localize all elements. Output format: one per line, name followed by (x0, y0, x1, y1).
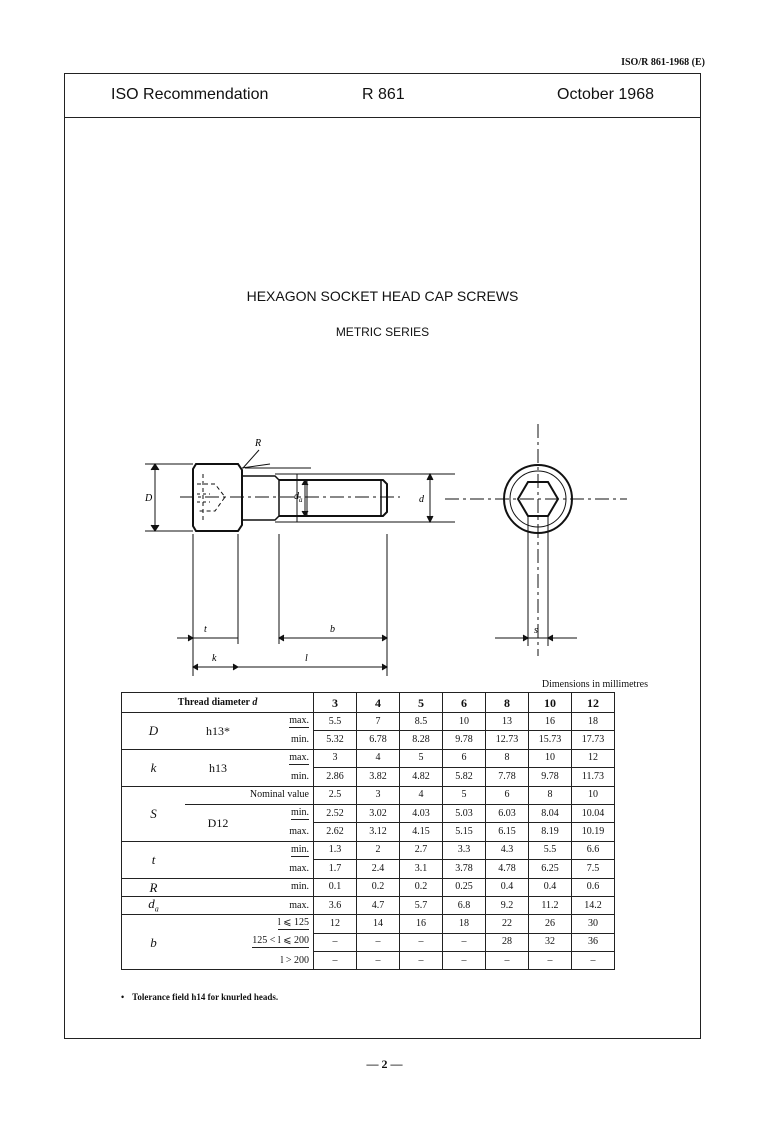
document-reference: ISO/R 861-1968 (E) (621, 57, 705, 68)
table-row (122, 804, 615, 822)
table-cell: 4 (357, 749, 400, 767)
limit-label: 125 < l ⩽ 200 (185, 933, 314, 951)
table-cell: 7.78 (486, 768, 529, 786)
table-cell: 2.52 (314, 804, 357, 822)
size-cell: 10 (529, 693, 572, 713)
table-cell: 11.73 (572, 768, 615, 786)
page-subtitle: METRIC SERIES (335, 325, 430, 339)
label-l: l (305, 653, 308, 664)
table-cell: 9.2 (486, 896, 529, 914)
table-cell: 28 (486, 933, 529, 951)
symbol-D: D (122, 713, 186, 750)
tolerance-da (185, 896, 251, 914)
table-cell: 10 (529, 749, 572, 767)
table-cell: 5.82 (443, 768, 486, 786)
header-bar (65, 74, 700, 118)
table-cell: – (400, 933, 443, 951)
symbol-k: k (122, 749, 186, 786)
table-cell: 3.1 (400, 860, 443, 878)
table-cell: 0.4 (486, 878, 529, 896)
table-cell: 2.4 (357, 860, 400, 878)
table-cell: 5.5 (529, 841, 572, 859)
table-cell: 0.2 (357, 878, 400, 896)
table-cell: 6 (486, 786, 529, 804)
table-cell: 11.2 (529, 896, 572, 914)
table-cell: – (314, 952, 357, 970)
label-R: R (255, 438, 262, 449)
limit-label: max. (251, 860, 314, 878)
table-row (122, 933, 615, 951)
table-cell: 2.7 (400, 841, 443, 859)
table-cell: 6.78 (357, 731, 400, 749)
table-cell: 12 (314, 915, 357, 933)
symbol-t: t (122, 841, 186, 878)
table-cell: 8.5 (400, 713, 443, 731)
table-cell: 6.03 (486, 804, 529, 822)
table-header-row (122, 693, 615, 713)
table-cell: 10.04 (572, 804, 615, 822)
dimensions-table (121, 692, 615, 970)
table-cell: 4.7 (357, 896, 400, 914)
tolerance-S: D12 (185, 804, 251, 841)
table-cell: 2.62 (314, 823, 357, 841)
tolerance-t (185, 841, 251, 878)
table-cell: 5 (400, 749, 443, 767)
table-cell: – (572, 952, 615, 970)
tolerance-R (185, 878, 251, 896)
table-cell: – (357, 952, 400, 970)
nominal-label: Nominal value (185, 786, 314, 804)
table-cell: 32 (529, 933, 572, 951)
table-cell: 3 (357, 786, 400, 804)
table-cell: 12.73 (486, 731, 529, 749)
thread-diameter-header: Thread diameter d (122, 693, 314, 713)
screw-drawing (65, 424, 702, 684)
header-left: ISO Recommendation (111, 86, 269, 103)
table-cell: 8 (486, 749, 529, 767)
table-cell: 3.02 (357, 804, 400, 822)
tolerance-D: h13* (185, 713, 251, 750)
table-cell: – (486, 952, 529, 970)
table-cell: 2.86 (314, 768, 357, 786)
table-cell: 6.25 (529, 860, 572, 878)
table-cell: 5.7 (400, 896, 443, 914)
size-cell: 5 (400, 693, 443, 713)
size-cell: 4 (357, 693, 400, 713)
table-cell: 3.82 (357, 768, 400, 786)
table-cell: 0.1 (314, 878, 357, 896)
table-cell: 5.15 (443, 823, 486, 841)
symbol-R: R (122, 878, 186, 896)
header-number: R 861 (362, 86, 405, 103)
table-cell: 30 (572, 915, 615, 933)
table-row (122, 841, 615, 859)
units-note: Dimensions in millimetres (541, 679, 648, 690)
table-cell: 18 (443, 915, 486, 933)
table-cell: 5.5 (314, 713, 357, 731)
table-cell: 0.4 (529, 878, 572, 896)
screw-shank (242, 476, 279, 520)
limit-label: max. (251, 713, 314, 731)
table-row (122, 952, 615, 970)
table-cell: 6.6 (572, 841, 615, 859)
page-frame (64, 73, 701, 1039)
table-cell: 7 (357, 713, 400, 731)
table-cell: 2.5 (314, 786, 357, 804)
footnote-bullet: • (121, 992, 125, 1002)
table-cell: 8.28 (400, 731, 443, 749)
label-s: s (534, 625, 538, 636)
table-cell: 0.25 (443, 878, 486, 896)
table-cell: 3.78 (443, 860, 486, 878)
table-cell: 12 (572, 749, 615, 767)
table-cell: 3 (314, 749, 357, 767)
table-cell: 6.15 (486, 823, 529, 841)
limit-label: min. (251, 804, 314, 822)
limit-label: l > 200 (185, 952, 314, 970)
limit-label: min. (251, 841, 314, 859)
label-t: t (204, 624, 207, 635)
size-cell: 8 (486, 693, 529, 713)
table-row (122, 915, 615, 933)
symbol-da: $d_a$ (122, 896, 186, 914)
table-cell: 6 (443, 749, 486, 767)
table-cell: 4.15 (400, 823, 443, 841)
table-cell: 3.3 (443, 841, 486, 859)
table-cell: 7.5 (572, 860, 615, 878)
size-cell: 6 (443, 693, 486, 713)
table-cell: 5.32 (314, 731, 357, 749)
table-cell: – (357, 933, 400, 951)
table-cell: 4.03 (400, 804, 443, 822)
table-cell: – (400, 952, 443, 970)
limit-label: max. (251, 749, 314, 767)
limit-label: min. (251, 878, 314, 896)
table-cell: 14 (357, 915, 400, 933)
table-cell: – (314, 933, 357, 951)
footnote-text: Tolerance field h14 for knurled heads. (132, 992, 279, 1002)
table-row (122, 749, 615, 767)
table-cell: 8.04 (529, 804, 572, 822)
page-number: — 2 — (366, 1057, 403, 1071)
table-cell: 4.82 (400, 768, 443, 786)
footnote (121, 992, 278, 1002)
table-cell: 26 (529, 915, 572, 933)
limit-label: min. (251, 768, 314, 786)
table-row (122, 878, 615, 896)
limit-label: max. (251, 823, 314, 841)
table-cell: 0.2 (400, 878, 443, 896)
symbol-S: S (122, 786, 186, 841)
table-cell: – (529, 952, 572, 970)
limit-label: l ⩽ 125 (185, 915, 314, 933)
limit-label: min. (251, 731, 314, 749)
table-cell: 5.03 (443, 804, 486, 822)
table-cell: 13 (486, 713, 529, 731)
table-cell: 3.6 (314, 896, 357, 914)
size-cell: 3 (314, 693, 357, 713)
table-cell: 18 (572, 713, 615, 731)
table-cell: 8 (529, 786, 572, 804)
table-cell: 4.78 (486, 860, 529, 878)
label-k: k (212, 653, 217, 664)
table-cell: 8.19 (529, 823, 572, 841)
table-cell: 10 (572, 786, 615, 804)
table-cell: 0.6 (572, 878, 615, 896)
table-cell: 36 (572, 933, 615, 951)
table-cell: – (443, 933, 486, 951)
table-cell: 1.7 (314, 860, 357, 878)
table-cell: 15.73 (529, 731, 572, 749)
table-cell: 10.19 (572, 823, 615, 841)
table-cell: 1.3 (314, 841, 357, 859)
table-cell: 10 (443, 713, 486, 731)
table-cell: 9.78 (529, 768, 572, 786)
table-cell: 4.3 (486, 841, 529, 859)
table-cell: 2 (357, 841, 400, 859)
size-cell: 12 (572, 693, 615, 713)
table-row (122, 713, 615, 731)
limit-label: max. (251, 896, 314, 914)
table-cell: 3.12 (357, 823, 400, 841)
label-D: D (145, 493, 153, 504)
tolerance-k: h13 (185, 749, 251, 786)
page-title: HEXAGON SOCKET HEAD CAP SCREWS (246, 288, 519, 304)
table-row (122, 786, 615, 804)
table-cell: 16 (400, 915, 443, 933)
header-date: October 1968 (557, 86, 654, 103)
label-b: b (330, 624, 335, 635)
table-cell: 6.8 (443, 896, 486, 914)
symbol-b: b (122, 915, 186, 970)
table-cell: 5 (443, 786, 486, 804)
table-cell: 4 (400, 786, 443, 804)
table-cell: 16 (529, 713, 572, 731)
label-da: $d_a$ (294, 491, 303, 504)
table-cell: 17.73 (572, 731, 615, 749)
table-cell: – (443, 952, 486, 970)
table-row (122, 896, 615, 914)
label-d: d (419, 494, 424, 505)
table-cell: 9.78 (443, 731, 486, 749)
table-cell: 14.2 (572, 896, 615, 914)
table-cell: 22 (486, 915, 529, 933)
